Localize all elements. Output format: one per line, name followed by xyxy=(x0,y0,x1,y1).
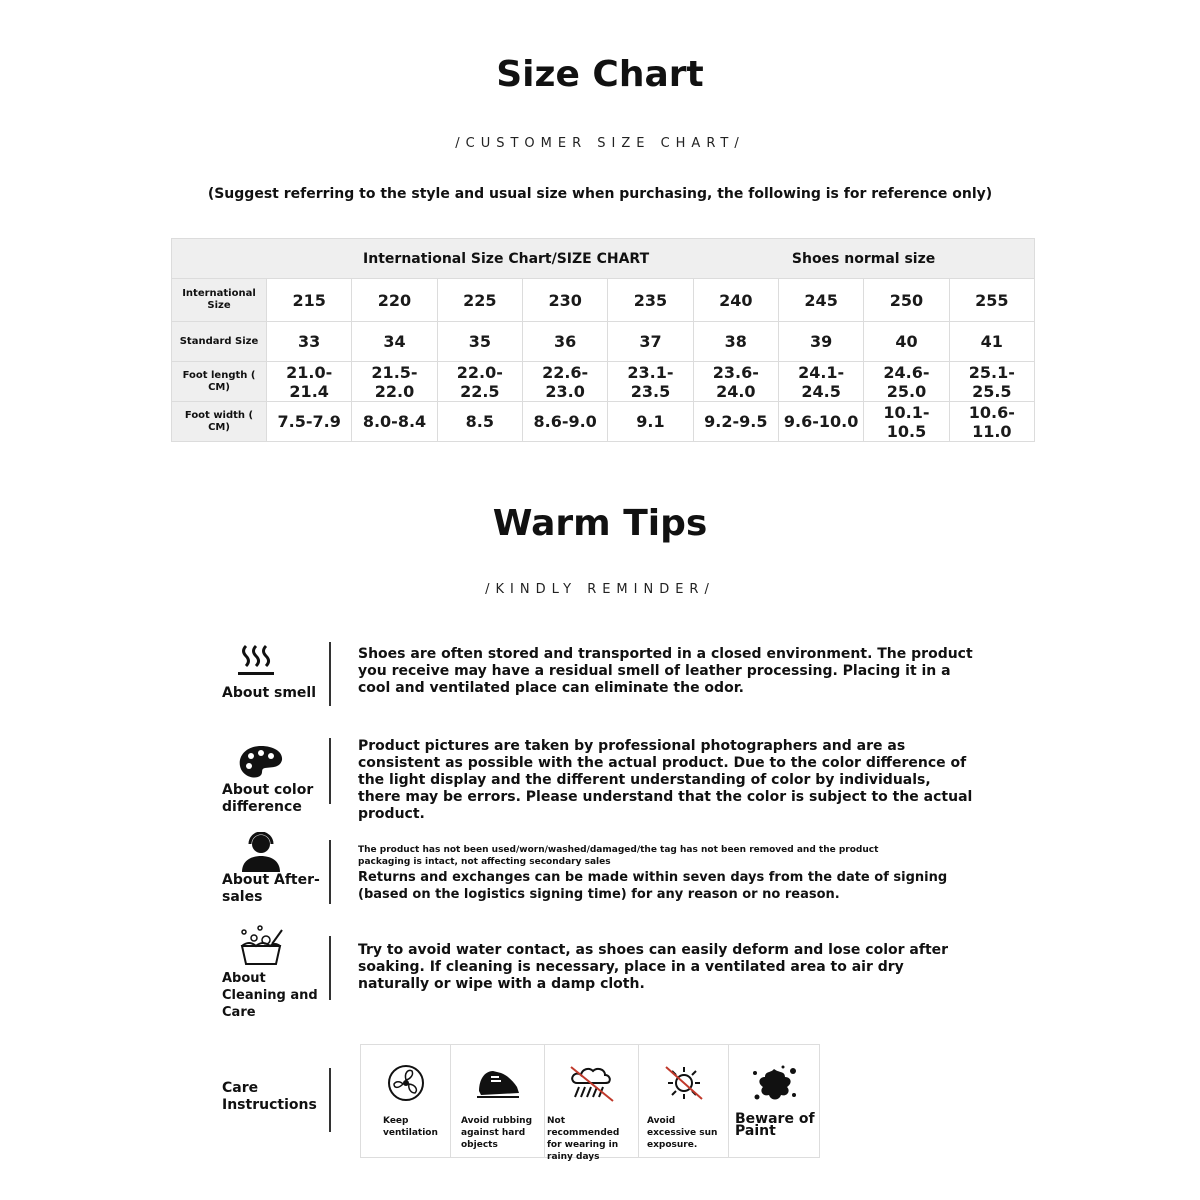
care-item xyxy=(729,1045,819,1157)
tip-text: Shoes are often stored and transported in a closed environment. The product you receive may have a residual smell of leather processing. Placing it in a cool and ventilated place can eliminate the odor. xyxy=(358,646,973,696)
table-cell: 8.0-8.4 xyxy=(352,402,437,442)
table-cell: 37 xyxy=(608,322,693,362)
table-cell: 10.1-10.5 xyxy=(864,402,949,442)
paint-splash-icon xyxy=(749,1063,799,1107)
table-cell: 240 xyxy=(693,279,778,322)
tip-after-sales xyxy=(222,838,982,904)
tip-text: Product pictures are taken by professional photographers and are as consistent as possible with the actual product. Due to the color difference of the light display and the different understanding of color by individuals, there may be errors. Please understand that the color is subject to the actual product. xyxy=(358,738,973,822)
table-cell: 22.0-22.5 xyxy=(437,362,522,402)
tip-label: About color difference xyxy=(222,782,314,815)
table-cell: 36 xyxy=(522,322,607,362)
table-cell: 22.6-23.0 xyxy=(522,362,607,402)
row-label: Foot width ( CM) xyxy=(172,402,267,442)
table-cell: 245 xyxy=(778,279,863,322)
table-row xyxy=(172,402,1035,442)
table-cell: 8.5 xyxy=(437,402,522,442)
table-row xyxy=(172,322,1035,362)
divider xyxy=(329,1068,331,1132)
size-chart-note: (Suggest referring to the style and usual size when purchasing, the following is for reference only) xyxy=(207,186,993,202)
table-cell: 23.1-23.5 xyxy=(608,362,693,402)
care-item xyxy=(361,1045,451,1157)
table-cell: 9.6-10.0 xyxy=(778,402,863,442)
washing-icon xyxy=(236,924,286,964)
warm-tips-title: Warm Tips xyxy=(492,503,708,544)
table-cell: 24.1-24.5 xyxy=(778,362,863,402)
row-label: Standard Size xyxy=(172,322,267,362)
tip-text: Try to avoid water contact, as shoes can easily deform and lose color after soaking. If cleaning is necessary, place in a ventilated area to air dry naturally or wipe with a damp cloth. xyxy=(358,942,949,992)
table-cell: 21.5-22.0 xyxy=(352,362,437,402)
row-label: International Size xyxy=(172,279,267,322)
table-header-row xyxy=(172,239,1035,279)
row-label: Foot length ( CM) xyxy=(172,362,267,402)
table-cell: 25.1-25.5 xyxy=(949,362,1034,402)
fan-icon xyxy=(386,1063,426,1107)
smell-icon xyxy=(236,642,286,682)
care-label: Care Instructions xyxy=(222,1080,317,1113)
table-cell: 23.6-24.0 xyxy=(693,362,778,402)
tip-label: About After-sales xyxy=(222,872,320,905)
tip-label: About Cleaning and Care xyxy=(222,971,318,1020)
care-item-label: Avoid rubbing against hard objects xyxy=(461,1116,533,1150)
divider xyxy=(329,642,331,706)
care-item xyxy=(451,1045,545,1157)
size-chart-title: Size Chart xyxy=(496,54,704,95)
header-international: International Size Chart/SIZE CHART xyxy=(267,239,694,279)
table-cell: 39 xyxy=(778,322,863,362)
table-cell: 33 xyxy=(267,322,352,362)
table-cell: 10.6-11.0 xyxy=(949,402,1034,442)
table-cell: 225 xyxy=(437,279,522,322)
tip-smell xyxy=(222,642,982,706)
table-row xyxy=(172,279,1035,322)
table-cell: 250 xyxy=(864,279,949,322)
care-item-label: Avoid excessive sun exposure. xyxy=(647,1116,718,1150)
table-cell: 255 xyxy=(949,279,1034,322)
table-cell: 38 xyxy=(693,322,778,362)
palette-icon xyxy=(236,744,286,784)
table-cell: 8.6-9.0 xyxy=(522,402,607,442)
tip-text: Returns and exchanges can be made within seven days from the date of signing (based on the logistics signing time) for any reason or no reason. xyxy=(358,870,948,902)
shoe-rub-icon xyxy=(473,1063,523,1107)
divider xyxy=(329,936,331,1000)
size-table xyxy=(171,238,1035,442)
tip-cleaning xyxy=(222,934,982,1020)
table-cell: 40 xyxy=(864,322,949,362)
table-cell: 235 xyxy=(608,279,693,322)
table-cell: 34 xyxy=(352,322,437,362)
table-cell: 41 xyxy=(949,322,1034,362)
size-chart-subtitle: /CUSTOMER SIZE CHART/ xyxy=(455,136,745,151)
table-cell: 220 xyxy=(352,279,437,322)
divider xyxy=(329,840,331,904)
care-grid xyxy=(360,1044,820,1162)
table-cell: 7.5-7.9 xyxy=(267,402,352,442)
support-icon xyxy=(236,832,286,872)
header-spacer xyxy=(172,239,267,279)
care-item xyxy=(639,1045,729,1157)
care-item xyxy=(545,1045,639,1162)
table-cell: 35 xyxy=(437,322,522,362)
header-normal-size: Shoes normal size xyxy=(693,239,1034,279)
table-cell: 9.1 xyxy=(608,402,693,442)
rain-icon xyxy=(567,1063,617,1107)
table-cell: 21.0-21.4 xyxy=(267,362,352,402)
tip-label: About smell xyxy=(222,685,317,701)
table-cell: 230 xyxy=(522,279,607,322)
table-cell: 9.2-9.5 xyxy=(693,402,778,442)
warm-tips-subtitle: /KINDLY REMINDER/ xyxy=(485,582,715,597)
divider xyxy=(329,738,331,804)
care-item-label: Beware of Paint xyxy=(735,1111,815,1139)
table-row xyxy=(172,362,1035,402)
sun-icon xyxy=(662,1063,706,1107)
table-cell: 24.6-25.0 xyxy=(864,362,949,402)
tip-small-text: The product has not been used/worn/washed/damaged/the tag has not been removed and the product packaging is intact, not affecting secondary sales xyxy=(358,845,879,867)
care-item-label: Keep ventilation xyxy=(383,1116,438,1138)
care-item-label: Not recommended for wearing in rainy days xyxy=(547,1116,620,1162)
table-cell: 215 xyxy=(267,279,352,322)
tip-color xyxy=(222,738,982,822)
